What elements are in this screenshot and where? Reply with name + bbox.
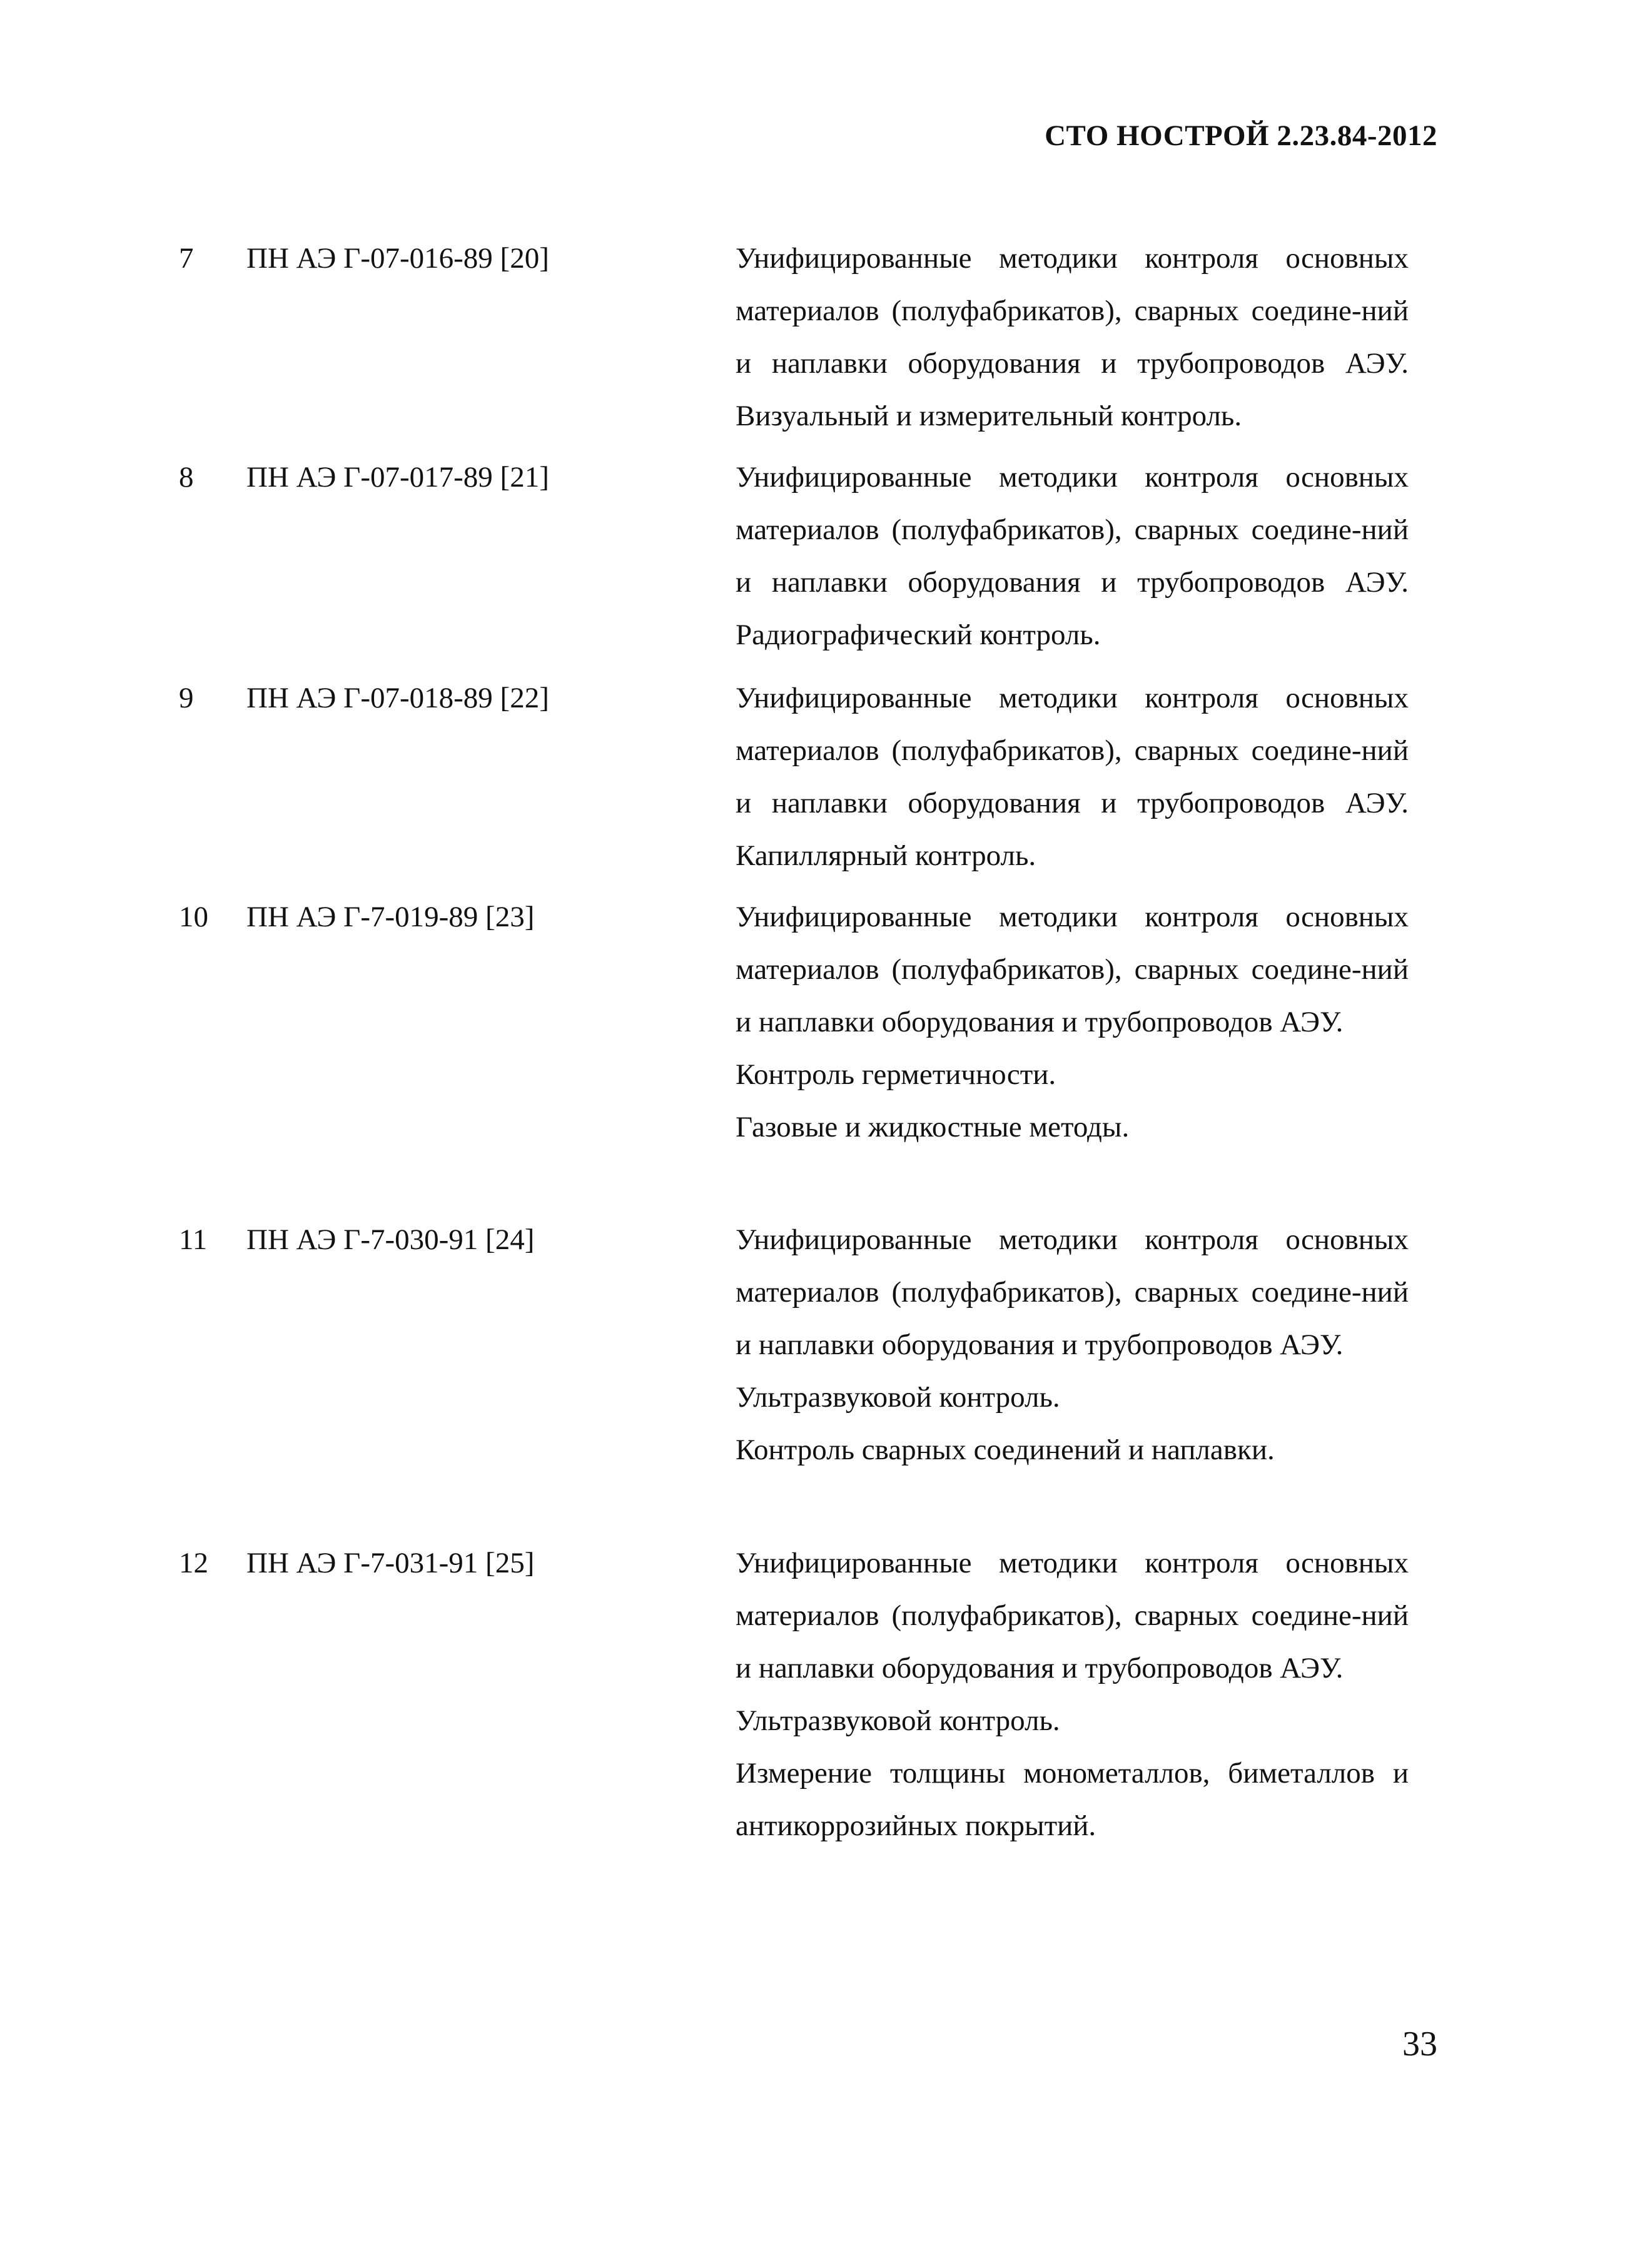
entry-number: 10: [179, 901, 208, 933]
entry-subline: Контроль герметичности.: [736, 1058, 1056, 1091]
entry-number: 12: [179, 1547, 208, 1579]
entry-body: Унифицированные методики контроля основных материалов (полуфабрикатов), сварных соедине-ний и наплавки оборудования и трубопроводов АЭУ. Капиллярный контроль.: [736, 682, 1409, 872]
entry-code: ПН АЭ Г-07-018-89 [22]: [246, 682, 549, 714]
entry-body: Унифицированные методики контроля основных материалов (полуфабрикатов), сварных соедине-ний и наплавки оборудования и трубопроводов АЭУ. Визуальный и измерительный контроль.: [736, 242, 1409, 432]
entry-code: ПН АЭ Г-07-017-89 [21]: [246, 461, 549, 494]
entry-subline: Газовые и жидкостные методы.: [736, 1111, 1130, 1143]
entry-code: ПН АЭ Г-7-019-89 [23]: [246, 901, 535, 933]
entry-subline: Ультразвуковой контроль.: [736, 1381, 1060, 1414]
entry-description: [736, 891, 1409, 1153]
entry-description: [736, 672, 1409, 882]
page-number: 33: [1402, 2025, 1437, 2063]
document-header: СТО НОСТРОЙ 2.23.84-2012: [1045, 119, 1437, 152]
entry-body: Унифицированные методики контроля основных материалов (полуфабрикатов), сварных соедине-ний и наплавки оборудования и трубопроводов АЭУ.: [736, 901, 1409, 1038]
entry-number: 8: [179, 461, 194, 494]
entry-description: [736, 1213, 1409, 1476]
entry-subline: Контроль сварных соединений и наплавки.: [736, 1434, 1275, 1466]
entry-body: Унифицированные методики контроля основных материалов (полуфабрикатов), сварных соедине-ний и наплавки оборудования и трубопроводов АЭУ.: [736, 1223, 1409, 1361]
entry-description: [736, 232, 1409, 442]
entry-number: 9: [179, 682, 194, 714]
entry-subline: Измерение толщины монометаллов, биметаллов и антикоррозийных покрытий.: [736, 1757, 1409, 1842]
entry-subline: Ультразвуковой контроль.: [736, 1704, 1060, 1737]
entry-code: ПН АЭ Г-7-030-91 [24]: [246, 1223, 535, 1256]
entry-description: [736, 1537, 1409, 1852]
entry-code: ПН АЭ Г-07-016-89 [20]: [246, 242, 549, 275]
entry-body: Унифицированные методики контроля основных материалов (полуфабрикатов), сварных соедине-ний и наплавки оборудования и трубопроводов АЭУ.: [736, 1547, 1409, 1684]
entry-description: [736, 451, 1409, 661]
entry-body: Унифицированные методики контроля основных материалов (полуфабрикатов), сварных соедине-ний и наплавки оборудования и трубопроводов АЭУ. Радиографический контроль.: [736, 461, 1409, 651]
entry-number: 11: [179, 1223, 208, 1256]
entry-number: 7: [179, 242, 194, 275]
entry-code: ПН АЭ Г-7-031-91 [25]: [246, 1547, 535, 1579]
